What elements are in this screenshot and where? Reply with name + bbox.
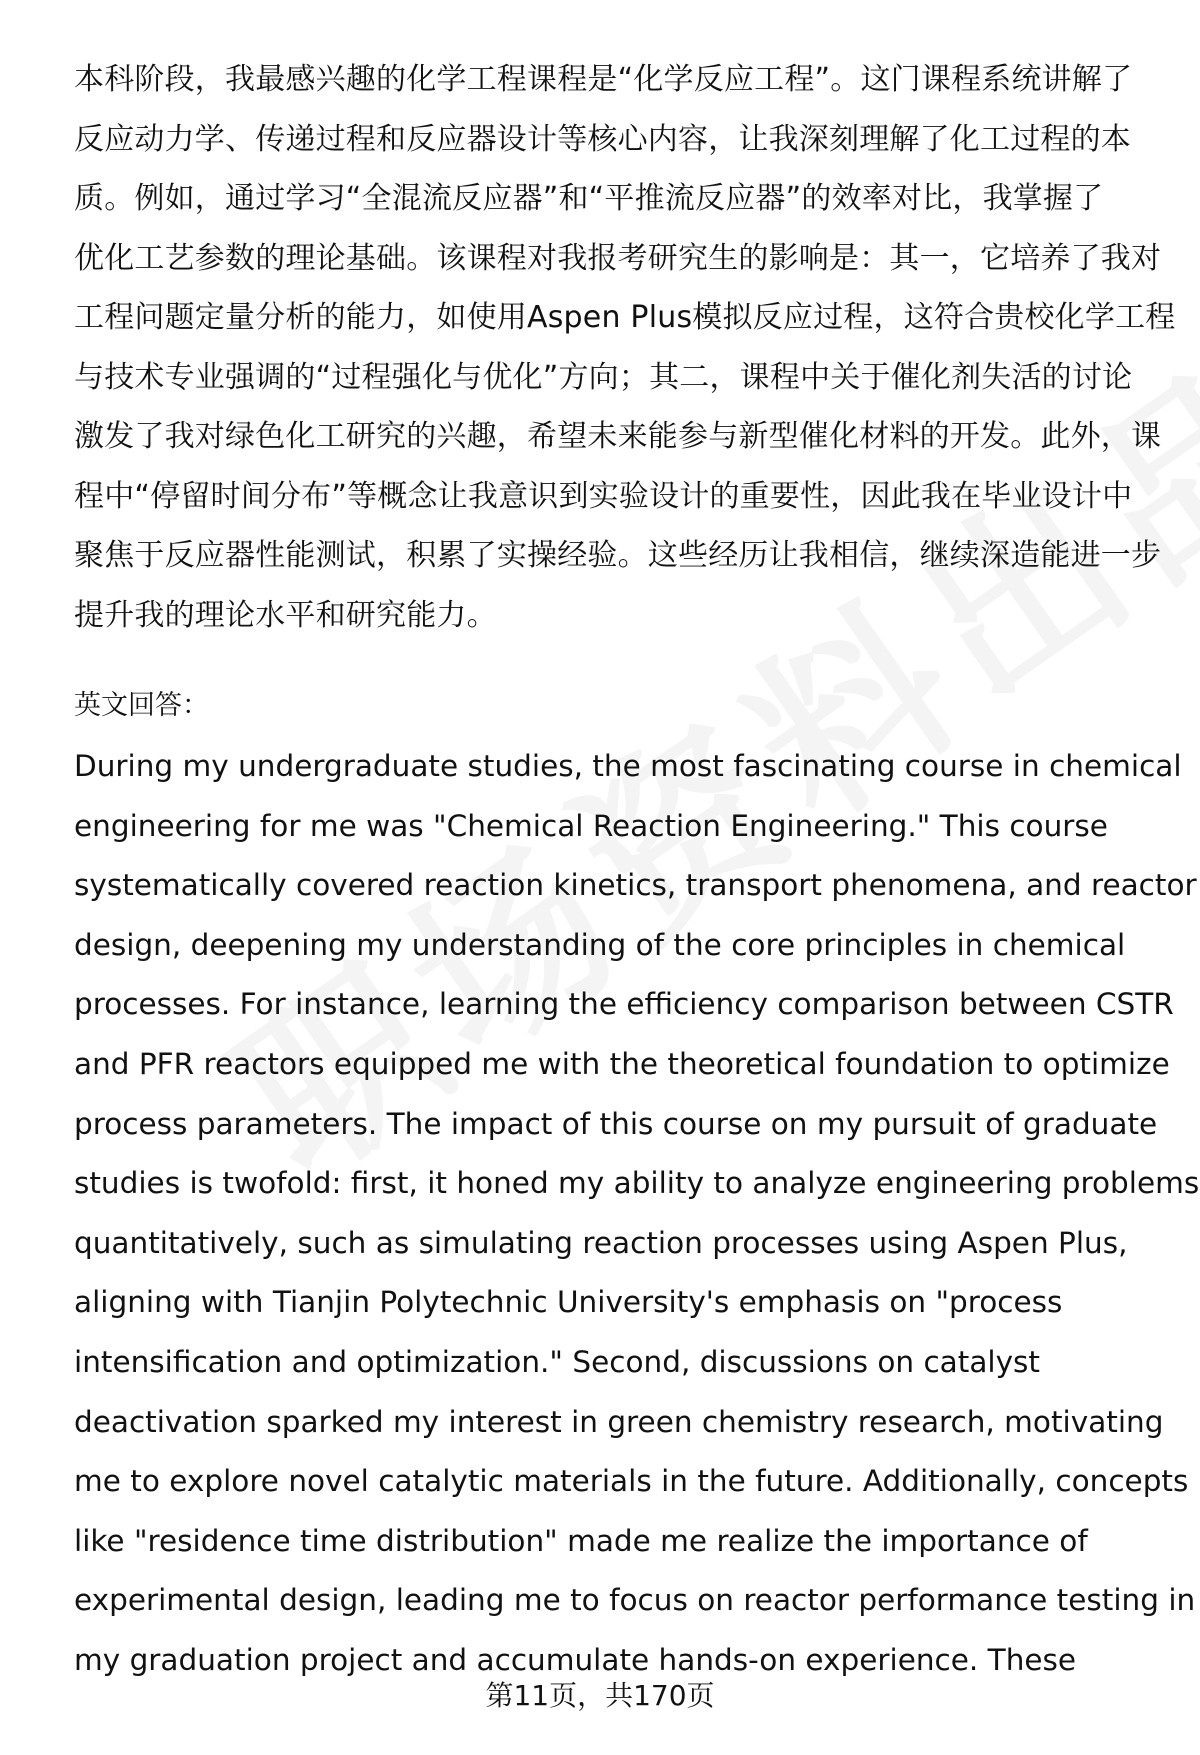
paragraph-line: engineering for me was "Chemical Reaction Engineering." This course xyxy=(74,808,1108,843)
paragraph-line: 质。例如，通过学习“全混流反应器”和“平推流反应器”的效率对比，我掌握了 xyxy=(74,181,1104,216)
paragraph-line: 提升我的理论水平和研究能力。 xyxy=(74,597,497,633)
paragraph-line: 本科阶段，我最感兴趣的化学工程课程是“化学反应工程”。这门课程系统讲解了 xyxy=(74,62,1133,97)
paragraph-line: me to explore novel catalytic materials in the future. Additionally, concepts xyxy=(74,1464,1189,1499)
chinese-answer-paragraph xyxy=(74,50,1176,645)
english-answer-heading: 英文回答： xyxy=(74,690,209,721)
paragraph-line: design, deepening my understanding of the core principles in chemical xyxy=(74,927,1126,962)
paragraph-line: process parameters. The impact of this course on my pursuit of graduate xyxy=(74,1106,1158,1141)
paragraph-line: 优化工艺参数的理论基础。该课程对我报考研究生的影响是：其一，它培养了我对 xyxy=(74,240,1162,276)
paragraph-line: 与技术专业强调的“过程强化与优化”方向；其二，课程中关于催化剂失活的讨论 xyxy=(74,359,1133,395)
english-answer-paragraph xyxy=(74,737,1200,1691)
paragraph-line: systematically covered reaction kinetics, transport phenomena, and reactor xyxy=(74,868,1197,903)
paragraph-line: like "residence time distribution" made me realize the importance of xyxy=(74,1523,1088,1558)
paragraph-line: During my undergraduate studies, the most fascinating course in chemical xyxy=(74,749,1182,783)
paragraph-line: experimental design, leading me to focus on reactor performance testing in xyxy=(74,1583,1196,1618)
paragraph-line: 工程问题定量分析的能力，如使用Aspen Plus模拟反应过程，这符合贵校化学工程 xyxy=(74,300,1176,335)
paragraph-line: my graduation project and accumulate hands-on experience. These xyxy=(74,1642,1077,1677)
paragraph-line: quantitatively, such as simulating reaction processes using Aspen Plus, xyxy=(74,1225,1128,1260)
paragraph-line: and PFR reactors equipped me with the theoretical foundation to optimize xyxy=(74,1046,1170,1081)
paragraph-line: 聚焦于反应器性能测试，积累了实操经验。这些经历让我相信，继续深造能进一步 xyxy=(74,538,1162,573)
paragraph-line: 反应动力学、传递过程和反应器设计等核心内容，让我深刻理解了化工过程的本 xyxy=(74,121,1131,157)
paragraph-line: studies is twofold: first, it honed my ability to analyze engineering problems xyxy=(74,1166,1200,1201)
paragraph-line: processes. For instance, learning the efficiency comparison between CSTR xyxy=(74,987,1174,1022)
paragraph-line: 激发了我对绿色化工研究的兴趣，希望未来能参与新型催化材料的开发。此外，课 xyxy=(74,419,1162,454)
paragraph-line: deactivation sparked my interest in green chemistry research, motivating xyxy=(74,1404,1164,1439)
paragraph-line: intensification and optimization." Second, discussions on catalyst xyxy=(74,1344,1040,1379)
page-number: 第11页，共170页 xyxy=(485,1679,715,1712)
paragraph-line: 程中“停留时间分布”等概念让我意识到实验设计的重要性，因此我在毕业设计中 xyxy=(74,478,1133,514)
paragraph-line: aligning with Tianjin Polytechnic University's emphasis on "process xyxy=(74,1285,1063,1320)
